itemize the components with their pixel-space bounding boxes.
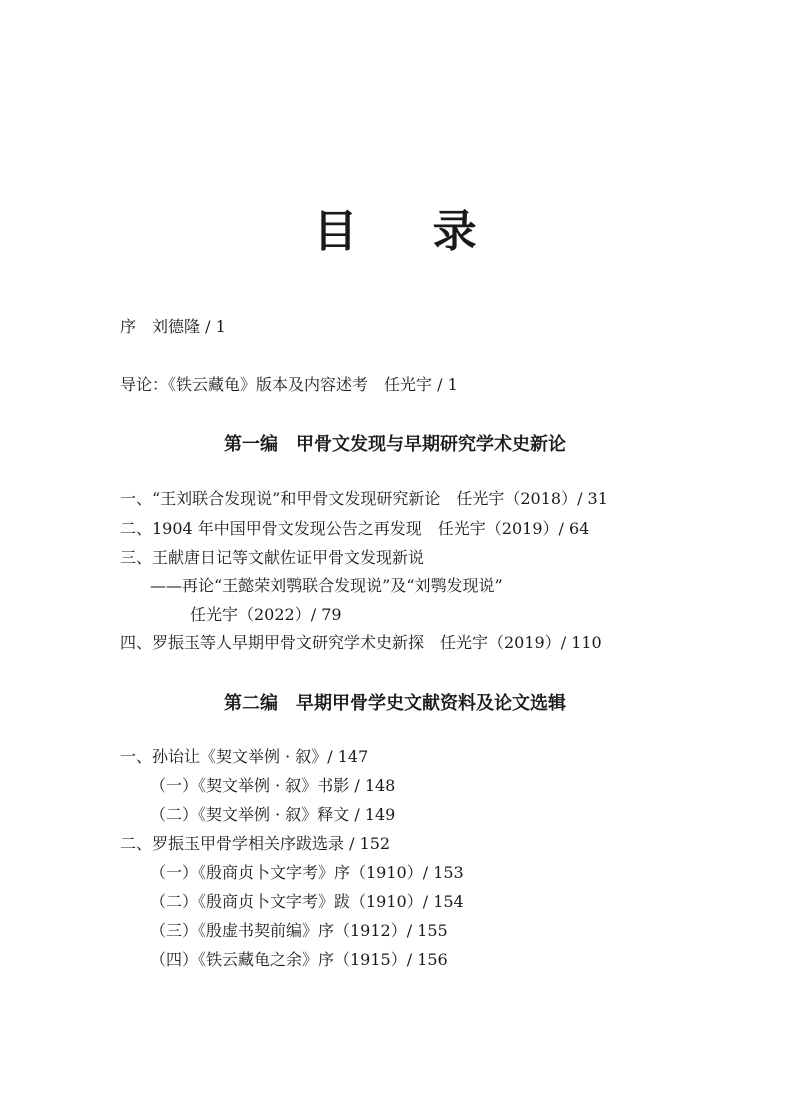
toc-entry-subtitle: ——再论“王懿荣刘鹗联合发现说”及“刘鹗发现说” [150,576,503,595]
toc-entry: 一、“王刘联合发现说”和甲骨文发现研究新论 任光宇（2018）/ 31 [120,489,608,508]
toc-subentry: （二）《殷商贞卜文字考》跋（1910）/ 154 [150,892,464,911]
toc-entry-author: 任光宇（2022）/ 79 [190,605,342,624]
toc-subentry: （三）《殷虚书契前编》序（1912）/ 155 [150,921,448,940]
toc-entry: 二、1904 年中国甲骨文发现公告之再发现 任光宇（2019）/ 64 [120,519,590,538]
section-heading-part-1: 第一编 甲骨文发现与早期研究学术史新论 [224,434,566,455]
toc-subentry: （二）《契文举例 · 叙》释文 / 149 [150,805,396,824]
toc-entry: 四、罗振玉等人早期甲骨文研究学术史新探 任光宇（2019）/ 110 [120,633,602,652]
toc-subentry: （一）《殷商贞卜文字考》序（1910）/ 153 [150,863,464,882]
toc-entry-preface: 序 刘德隆 / 1 [120,317,226,336]
toc-entry: 一、孙诒让《契文举例 · 叙》/ 147 [120,747,369,766]
toc-entry: 二、罗振玉甲骨学相关序跋选录 / 152 [120,834,391,853]
toc-subentry: （一）《契文举例 · 叙》书影 / 148 [150,776,396,795]
page-title: 目 录 [313,206,507,257]
toc-subentry: （四）《铁云藏龟之余》序（1915）/ 156 [150,950,448,969]
toc-entry: 三、王献唐日记等文献佐证甲骨文发现新说 [120,548,425,567]
section-heading-part-2: 第二编 早期甲骨学史文献资料及论文选辑 [224,693,566,714]
toc-entry-introduction: 导论：《铁云藏龟》版本及内容述考 任光宇 / 1 [120,375,458,394]
